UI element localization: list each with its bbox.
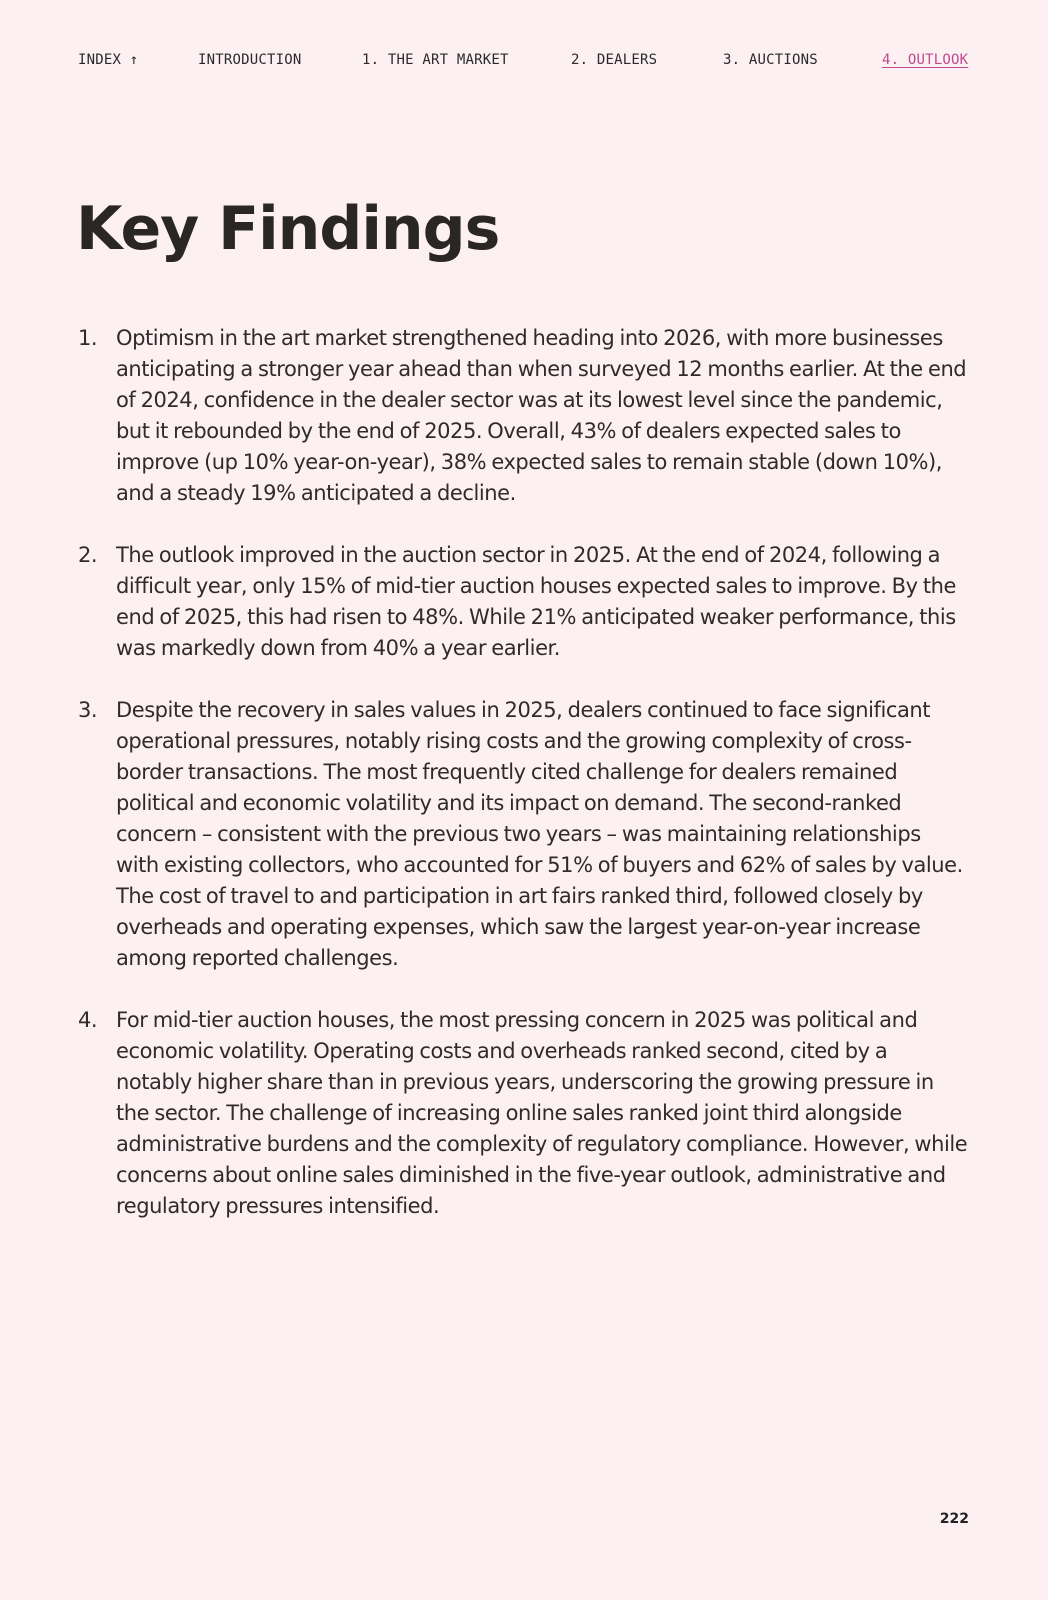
finding-item — [78, 695, 968, 974]
nav-item-auctions[interactable]: 3. AUCTIONS — [723, 52, 818, 68]
nav-item-introduction[interactable]: INTRODUCTION — [198, 52, 302, 68]
top-navigation — [78, 52, 970, 72]
nav-item-dealers[interactable]: 2. DEALERS — [571, 52, 658, 68]
nav-item-outlook[interactable]: 4. OUTLOOK — [882, 52, 969, 68]
finding-number: 3. — [78, 698, 98, 722]
finding-number: 1. — [78, 326, 98, 350]
findings-list — [78, 323, 968, 1253]
finding-number: 4. — [78, 1008, 98, 1032]
finding-text: The outlook improved in the auction sector in 2025. At the end of 2024, following a difficult year, only 15% of mid-tier auction houses expected sales to improve. By the end of 2025, this had risen to 48%. While 21% anticipated weaker performance, this was markedly down from 40% a year earlier. — [116, 543, 956, 660]
page-number: 222 — [939, 1511, 969, 1527]
finding-item — [78, 1005, 968, 1222]
finding-text: Despite the recovery in sales values in 2025, dealers continued to face significant operational pressures, notably rising costs and the growing complexity of cross-border transactions. The most frequently cited challenge for dealers remained political and economic volatility and its impact on demand. The second-ranked concern – consistent with the previous two years – was maintaining relationships with existing collectors, who accounted for 51% of buyers and 62% of sales by value. The cost of travel to and participation in art fairs ranked third, followed closely by overheads and operating expenses, which saw the largest year-on-year increase among reported challenges. — [116, 698, 963, 970]
finding-text: For mid-tier auction houses, the most pressing concern in 2025 was political and economic volatility. Operating costs and overheads ranked second, cited by a notably higher share than in previous years, underscoring the growing pressure in the sector. The challenge of increasing online sales ranked joint third alongside administrative burdens and the complexity of regulatory compliance. However, while concerns about online sales diminished in the five-year outlook, administrative and regulatory pressures intensified. — [116, 1008, 968, 1218]
nav-item-art-market[interactable]: 1. THE ART MARKET — [362, 52, 509, 68]
finding-item — [78, 323, 968, 509]
finding-number: 2. — [78, 543, 98, 567]
page-title: Key Findings — [76, 194, 500, 264]
nav-index-link[interactable]: INDEX ↑ — [78, 52, 139, 68]
finding-text: Optimism in the art market strengthened heading into 2026, with more businesses anticipating a stronger year ahead than when surveyed 12 months earlier. At the end of 2024, confidence in the dealer sector was at its lowest level since the pandemic, but it rebounded by the end of 2025. Overall, 43% of dealers expected sales to improve (up 10% year-on-year), 38% expected sales to remain stable (down 10%), and a steady 19% anticipated a decline. — [116, 326, 967, 505]
finding-item — [78, 540, 968, 664]
